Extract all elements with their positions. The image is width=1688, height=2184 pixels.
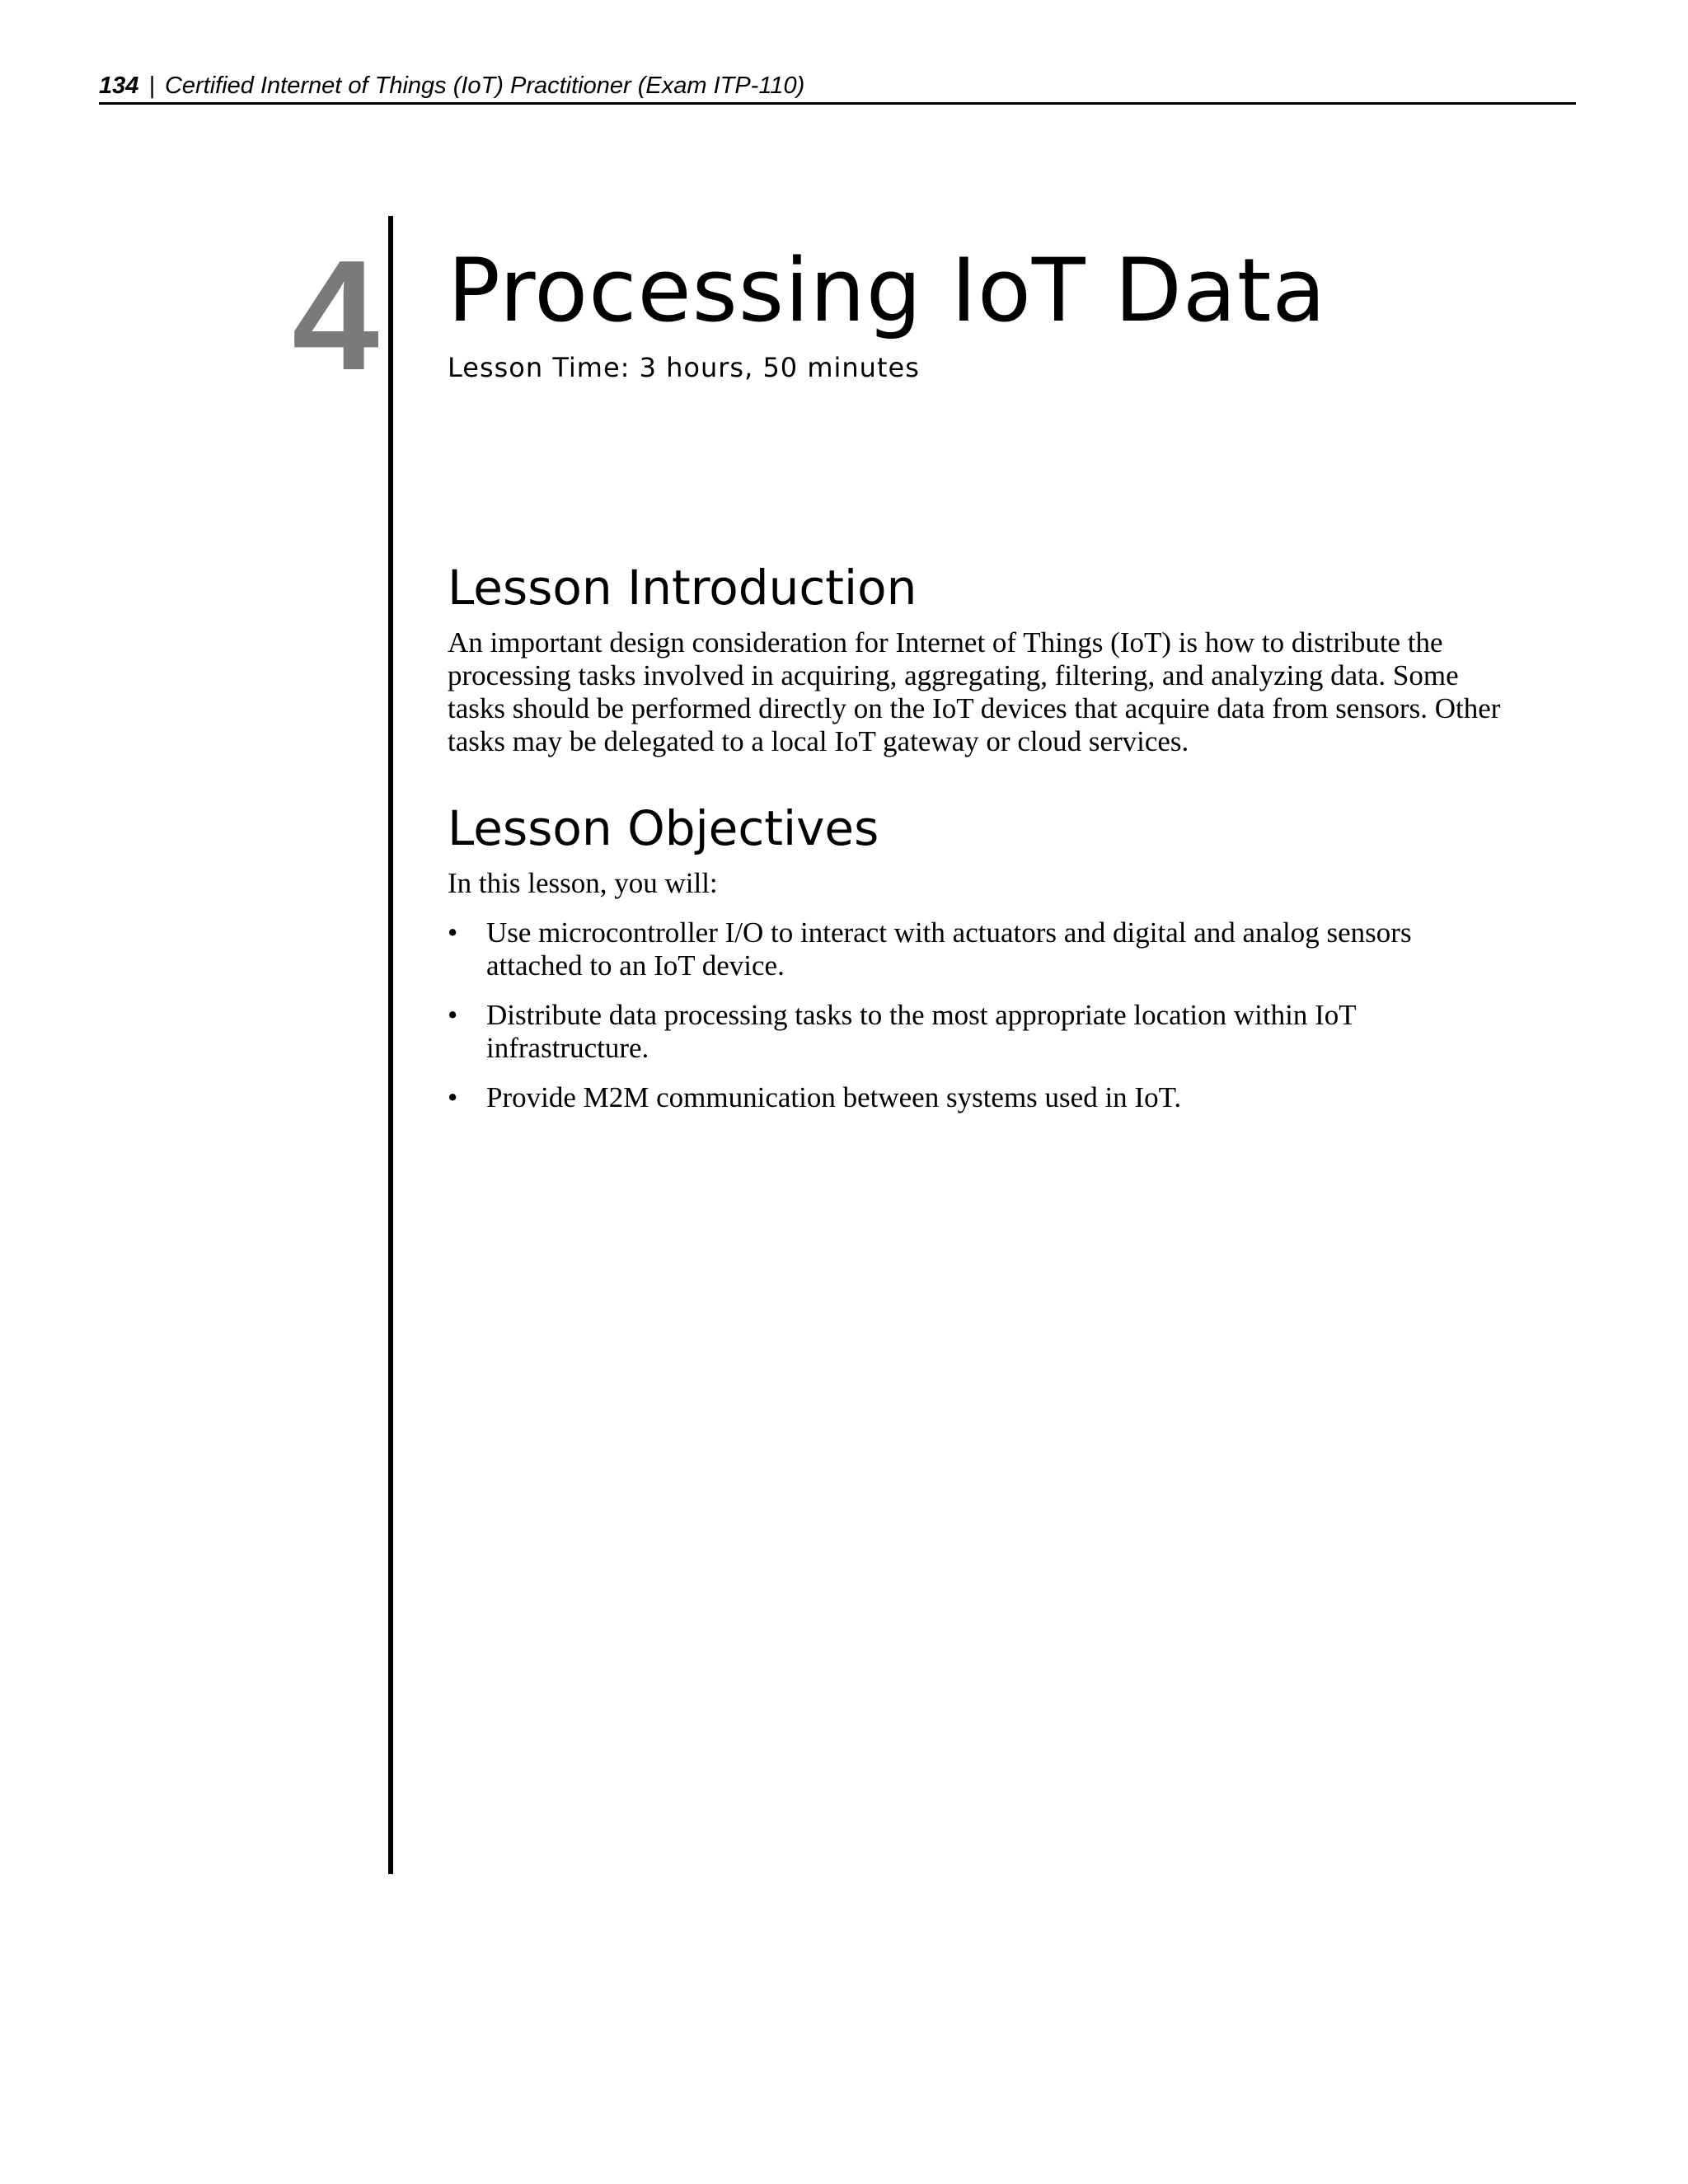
lesson-title: Processing IoT Data [448,240,1327,341]
introduction-heading: Lesson Introduction [448,560,917,616]
chapter-number: 4 [292,228,379,403]
lesson-content [448,237,1519,1131]
objective-text: Use microcontroller I/O to interact with actuators and digital and analog sensors attached to an IoT device. [486,916,1412,982]
header-separator: | [148,73,155,99]
objective-text: Provide M2M communication between systems used in IoT. [486,1081,1182,1113]
bullet-icon: • [448,916,458,949]
objective-item [448,999,1437,1065]
running-header [99,73,1576,105]
objective-item [448,1081,1437,1114]
objectives-heading: Lesson Objectives [448,800,879,856]
objective-item [448,916,1437,982]
objectives-list [448,916,1437,1114]
objectives-lead: In this lesson, you will: [448,867,718,899]
bullet-icon: • [448,1081,458,1113]
lesson-time: Lesson Time: 3 hours, 50 minutes [448,352,920,383]
objective-text: Distribute data processing tasks to the most appropriate location within IoT infrastructure. [486,999,1356,1064]
page-number: 134 [99,73,139,99]
introduction-text: An important design consideration for Internet of Things (IoT) is how to distribute the processing tasks involved in acquiring, aggregating, filtering, and analyzing data. Some tasks should be performed directly on the IoT devices that acquire data from sensors. Other tasks may be delegated to a local IoT gateway or cloud services. [448,626,1501,757]
chapter-vertical-rule [388,216,393,1874]
book-title: Certified Internet of Things (IoT) Practitioner (Exam ITP-110) [164,73,805,99]
bullet-icon: • [448,999,458,1031]
